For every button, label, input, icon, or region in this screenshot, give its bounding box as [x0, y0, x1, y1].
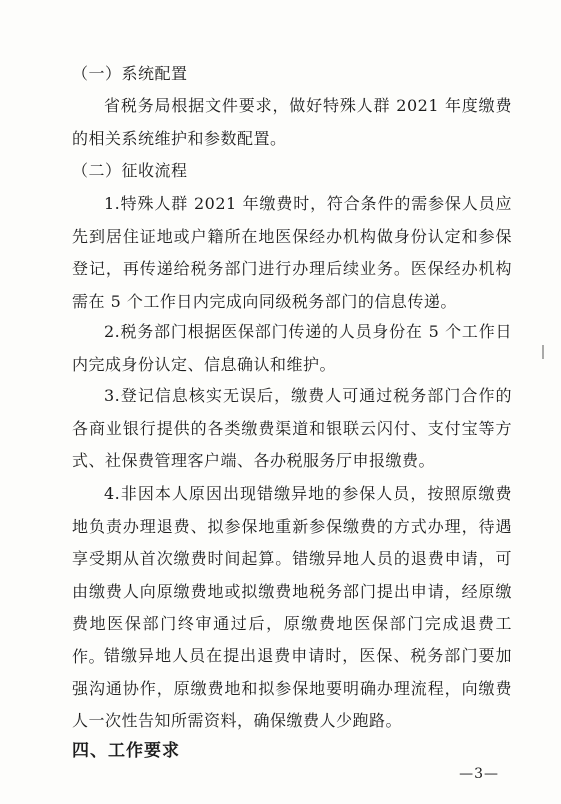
paragraph-system-config: 省税务局根据文件要求，做好特殊人群 2021 年度缴费的相关系统维护和参数配置。 — [72, 96, 512, 148]
subheading-system-config: （一）系统配置 — [72, 64, 188, 83]
paragraph-refund-note: 错缴异地人员在提出退费申请时，医保、税务部门要加强沟通协作，原缴费地和拟参保地要明确办理流程，向缴费人一次性告知所需资料，确保缴费人少跑路。 — [72, 646, 512, 730]
subheading-collection-process: （二）征收流程 — [72, 161, 188, 180]
paragraph-item-2: 2.税务部门根据医保部门传递的人员身份在 5 个工作日内完成身份认定、信息确认和维护。 — [72, 322, 512, 374]
paragraph-item-1: 1.特殊人群 2021 年缴费时，符合条件的需参保人员应先到居住证地或户籍所在地医保经办机构做身份认定和参保登记，再传递给税务部门进行办理后续业务。医保经办机构需在 5 个工作日内完成向同级税务部门的信息传递。 — [72, 194, 512, 311]
page-number: —3— — [459, 766, 499, 782]
paragraph-item-3: 3.登记信息核实无误后，缴费人可通过税务部门合作的各商业银行提供的各类缴费渠道和银联云闪付、支付宝等方式、社保费管理客户端、各办税服务厅申报缴费。 — [72, 386, 512, 470]
section-heading-work-requirements: 四、工作要求 — [72, 741, 180, 761]
paragraph-item-4: 4.非因本人原因出现错缴异地的参保人员，按照原缴费地负责办理退费、拟参保地重新参保缴费的方式办理，待遇享受期从首次缴费时间起算。错缴异地人员的退费申请，可由缴费人向原缴费地或拟缴费地税务部门提出申请，经原缴费地医保部门终审通过后，原缴费地医保部门完成退费工作。 — [72, 484, 512, 666]
margin-mark — [542, 345, 544, 359]
